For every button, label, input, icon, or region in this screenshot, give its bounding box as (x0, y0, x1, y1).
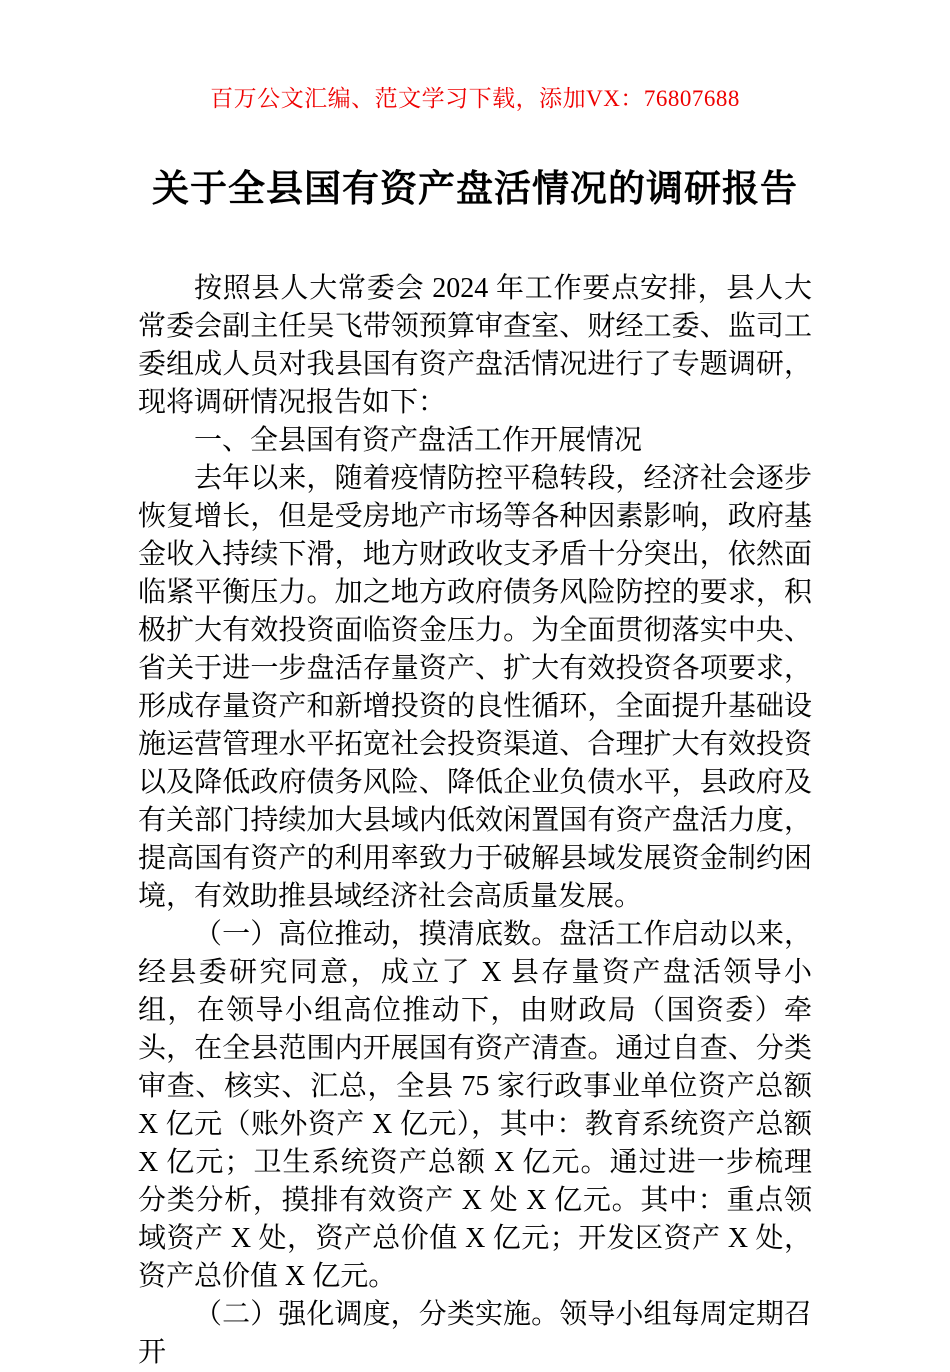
document-title: 关于全县国有资产盘活情况的调研报告 (152, 169, 798, 210)
document-body (138, 270, 812, 1372)
paragraph-subsection-1: （一）高位推动，摸清底数。盘活工作启动以来，经县委研究同意，成立了 X 县存量资产盘活领导小组，在领导小组高位推动下，由财政局（国资委）牵头，在全县范围内开展国有资产清查。通过自查、分类审查、核实、汇总，全县 75 家行政事业单位资产总额 X 亿元（账外资产 X 亿元），其中：教育系统资产总额 X 亿元；卫生系统资产总额 X 亿元。通过进一步梳理分类分析，摸排有效资产 X 处 X 亿元。其中：重点领域资产 X 处，资产总价值 X 亿元；开发区资产 X 处，资产总价值 X 亿元。 (138, 919, 812, 1292)
paragraph-subsection-2: （二）强化调度，分类实施。领导小组每周定期召开 (138, 1299, 812, 1368)
paragraph-section-1-body: 去年以来，随着疫情防控平稳转段，经济社会逐步恢复增长，但是受房地产市场等各种因素影响，政府基金收入持续下滑，地方财政收支矛盾十分突出，依然面临紧平衡压力。加之地方政府债务风险防控的要求，积极扩大有效投资面临资金压力。为全面贯彻落实中央、省关于进一步盘活存量资产、扩大有效投资各项要求，形成存量资产和新增投资的良性循环，全面提升基础设施运营管理水平拓宽社会投资渠道、合理扩大有效投资以及降低政府债务风险、降低企业负债水平，县政府及有关部门持续加大县域内低效闲置国有资产盘活力度，提高国有资产的利用率致力于破解县域发展资金制约困境，有效助推县域经济社会高质量发展。 (138, 463, 812, 912)
section-heading-1: 一、全县国有资产盘活工作开展情况 (194, 425, 643, 456)
paragraph-intro: 按照县人大常委会 2024 年工作要点安排，县人大常委会副主任吴飞带领预算审查室、财经工委、监司工委组成人员对我县国有资产盘活情况进行了专题调研，现将调研情况报告如下： (138, 273, 812, 418)
watermark-text: 百万公文汇编、范文学习下载，添加VX：76807688 (210, 86, 740, 111)
